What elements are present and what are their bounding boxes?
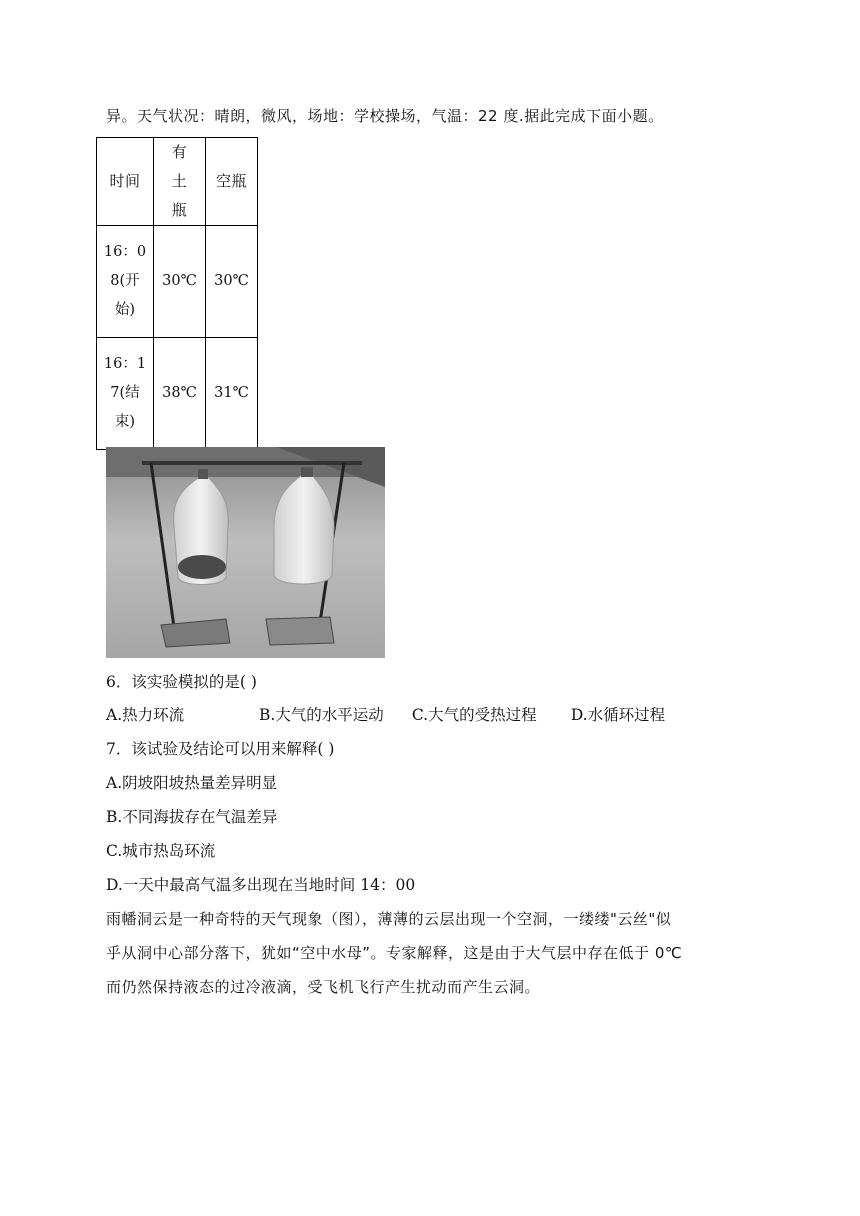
question-7-option-a[interactable]: A.阴坡阳坡热量差异明显 (106, 774, 278, 792)
question-7-option-d[interactable]: D.一天中最高气温多出现在当地时间 14：00 (106, 876, 416, 894)
question-7-option-b[interactable]: B.不同海拔存在气温差异 (106, 808, 278, 826)
cell-empty-temp: 30℃ (206, 226, 258, 338)
table-row (97, 226, 258, 338)
header-empty-bottle: 空瓶 (206, 138, 258, 226)
cell-time: 16：17(结束) (97, 338, 154, 450)
option-c[interactable]: C.大气的受热过程 (411, 706, 537, 724)
header-soil-bottle: 有土瓶 (154, 138, 206, 226)
header-time: 时间 (97, 138, 154, 226)
question-6-options (106, 704, 665, 726)
cell-soil-temp: 30℃ (154, 226, 206, 338)
option-a[interactable]: A.热力环流 (106, 706, 185, 724)
table-header-row (97, 138, 258, 226)
question-6-stem: 6．该实验模拟的是( ) (106, 673, 257, 691)
cell-soil-temp: 38℃ (154, 338, 206, 450)
table-row (97, 338, 258, 450)
option-b[interactable]: B.大气的水平运动 (258, 706, 384, 724)
intro-line: 异。天气状况：晴朗，微风，场地：学校操场，气温：22 度.据此完成下面小题。 (106, 107, 664, 125)
passage-line-2: 乎从洞中心部分落下，犹如“空中水母”。专家解释，这是由于大气层中存在低于 0℃ (106, 944, 683, 962)
question-7-option-c[interactable]: C.城市热岛环流 (106, 842, 216, 860)
cell-empty-temp: 31℃ (206, 338, 258, 450)
passage-line-3: 而仍然保持液态的过冷液滴，受飞机飞行产生扰动而产生云洞。 (106, 978, 541, 996)
cell-time: 16：08(开始) (97, 226, 154, 338)
option-d[interactable]: D.水循环过程 (570, 706, 666, 724)
experiment-photo (106, 447, 385, 658)
passage-line-1: 雨幡洞云是一种奇特的天气现象（图），薄薄的云层出现一个空洞，一缕缕"云丝"似 (106, 910, 672, 928)
question-7-stem: 7．该试验及结论可以用来解释( ) (106, 740, 335, 758)
experiment-table (96, 137, 258, 450)
